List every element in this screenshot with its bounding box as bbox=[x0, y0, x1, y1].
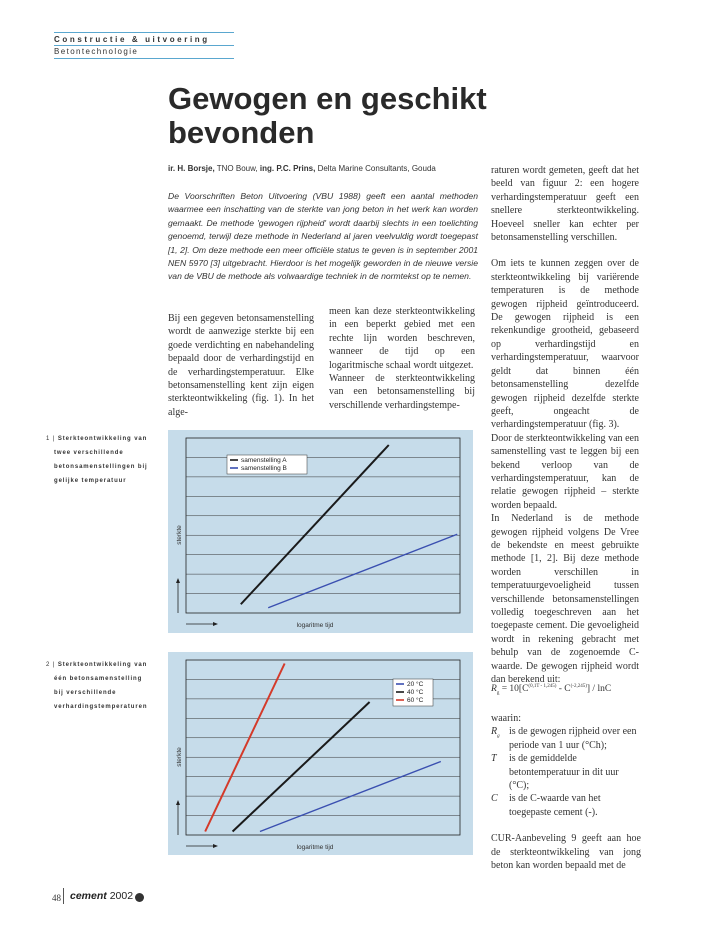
author-1: ir. H. Borsje, bbox=[168, 164, 215, 173]
definition-text: is de gemiddelde betontemperatuur in dit uur (°C); bbox=[509, 753, 619, 792]
title-line-1: Gewogen en geschikt bbox=[168, 81, 487, 116]
affiliation-2: Delta Marine Consultants, Gouda bbox=[317, 164, 436, 173]
definition-c bbox=[491, 792, 641, 819]
title-line-2: bevonden bbox=[168, 115, 315, 150]
figure2-series-line bbox=[260, 762, 441, 832]
def-subscript: g bbox=[497, 734, 500, 740]
paragraph: Bij een gegeven betonsamenstelling wordt de aanwezige sterkte bij een goede verdichting en nabehandeling bepaald door de verhardingstijd en de verhardingstemperatuur. Elke betonsamenstelling kent zijn eigen sterkteontwikkeling (fig. 1). In het alge- bbox=[168, 313, 314, 418]
paragraph: Wanneer de sterkteontwikkeling van een betonsamenstelling bij verschillende verhardingstempe- bbox=[329, 373, 475, 411]
figure2-series-line bbox=[205, 664, 284, 832]
article-title bbox=[168, 82, 528, 150]
figure2-number: 2 | bbox=[46, 662, 56, 668]
formula-subscript: g bbox=[496, 691, 500, 697]
def-symbol: C bbox=[491, 793, 498, 805]
figure1-legend-label: samenstelling A bbox=[241, 457, 287, 464]
formula-part: ] / lnC bbox=[586, 684, 612, 695]
figure2-caption bbox=[46, 658, 154, 714]
figure1-caption bbox=[46, 432, 154, 488]
formula-exponent: (-2,245) bbox=[570, 684, 587, 689]
definition-rg bbox=[491, 725, 641, 752]
def-symbol: T bbox=[491, 753, 497, 765]
definition-text: is de C-waarde van het toegepaste cement (-). bbox=[509, 793, 601, 818]
figure1-y-label: sterkte bbox=[176, 525, 183, 545]
author-2: ing. P.C. Prins, bbox=[259, 164, 316, 173]
definitions-intro: waarin: bbox=[491, 713, 521, 724]
figure2-caption-text: Sterkteontwikkeling van één betonsamenstelling bij verschillende verhardingstemperaturen bbox=[54, 662, 148, 710]
maturity-formula bbox=[491, 684, 611, 696]
header-rule-top bbox=[54, 32, 234, 33]
paragraph: raturen wordt gemeten, geeft dat het beeld van figuur 2: een hogere verhardingstemperatuur geeft een snellere sterkteontwikkeling. Hoeveel sneller kan echter per betonsamenstelling verschillen. bbox=[491, 165, 639, 244]
paragraph: Om iets te kunnen zeggen over de sterkteontwikkeling bij variërende temperaturen is de methode gewogen rijpheid geïntroduceerd. De gewogen rijpheid is een rekenkundige grootheid, gebaseerd op verhardingstijd en verhardingstemperatuur, waarvoor geldt dat binnen één betonsamenstelling dezelfde gewogen rijpheid dezelfde sterkte geeft, ongeacht de verhardingstemperatuur (fig. 3). bbox=[491, 258, 639, 431]
body-column-3 bbox=[491, 164, 639, 686]
header-rule-bottom bbox=[54, 58, 234, 59]
figure2-chart bbox=[168, 652, 473, 855]
paragraph: meen kan deze sterkteontwikkeling in een beperkt gebied met een rechte lijn worden beschreven, wanneer de tijd op een logaritmische schaal wordt uitgezet. bbox=[329, 306, 475, 371]
section-label: Constructie & uitvoering bbox=[54, 35, 210, 44]
figure2-legend-label: 20 °C bbox=[407, 681, 424, 688]
figure1-x-arrowhead bbox=[213, 622, 218, 626]
header-rule-middle bbox=[54, 45, 234, 46]
body-column-2 bbox=[329, 305, 475, 412]
affiliation-1: TNO Bouw, bbox=[216, 164, 258, 173]
magazine-name: cement bbox=[70, 890, 107, 902]
formula-part: = 10[C bbox=[499, 684, 529, 695]
def-symbol: R bbox=[491, 726, 498, 738]
figure1-x-label: logaritme tijd bbox=[296, 622, 334, 629]
definition-t bbox=[491, 752, 641, 792]
definition-text: is de gewogen rijpheid over een periode van 1 uur (°Ch); bbox=[509, 726, 637, 751]
figure2-x-label: logaritme tijd bbox=[296, 844, 334, 851]
figure2-y-label: sterkte bbox=[176, 747, 183, 767]
formula-part: - C bbox=[556, 684, 571, 695]
formula-exponent: (0,1T - 1,245) bbox=[528, 684, 557, 689]
paragraph: Door de sterkteontwikkeling van een samenstelling vast te leggen bij een bekend verloop van de verhardingstemperatuur, kan de relatie gewogen rijpheid – sterkte worden bepaald. bbox=[491, 432, 639, 511]
figure1-caption-text: Sterkteontwikkeling van twee verschillende betonsamenstellingen bij gelijke temperatuur bbox=[54, 436, 148, 484]
figure2-y-arrowhead bbox=[176, 800, 180, 805]
paragraph: CUR-Aanbeveling 9 geeft aan hoe de sterkteontwikkeling van jong beton kan worden bepaald met de bbox=[491, 833, 641, 872]
formula-symbol: R bbox=[491, 684, 497, 695]
formula-definitions bbox=[491, 712, 641, 872]
figure2-x-arrowhead bbox=[213, 844, 218, 848]
figure1-number: 1 | bbox=[46, 436, 56, 442]
figure1-chart bbox=[168, 430, 473, 633]
article-lead: De Voorschriften Beton Uitvoering (VBU 1988) geeft een aantal methoden waarmee een inschatting van de sterkte van jong beton in het werk kan worden gemaakt. De methode 'gewogen rijpheid' wordt daarbij slechts in een toelichting genoemd, terwijl deze methode in Nederland al jaren veelvuldig wordt toegepast [1, 2]. Om deze methode een meer officiële status te geven is in september 2001 NEN 5970 [3] uitgebracht. Hierdoor is het mogelijk geworden in de nieuwe versie van de VBU de methode als volwaardige techniek in de normtekst op te nemen. bbox=[168, 191, 478, 282]
figure1-y-arrowhead bbox=[176, 578, 180, 583]
footer-divider bbox=[63, 888, 64, 904]
figure1-svg bbox=[168, 430, 473, 633]
figure2-svg bbox=[168, 652, 473, 855]
figure2-series-line bbox=[233, 702, 370, 832]
figure2-legend-label: 40 °C bbox=[407, 689, 424, 696]
page-number: 48 bbox=[52, 893, 61, 903]
paragraph: In Nederland is de methode gewogen rijpheid volgens De Vree de bekendste en meest gebruikte methode [1, 2]. Bij deze methode worden verschillen in temperatuurgevoeligheid tussen verschillende betonsamenstellingen volledig toegeschreven aan het toegepaste cement. Die gevoeligheid wordt in rekening gebracht met behulp van de zogenoemde C-waarde. De gewogen rijpheid wordt dan berekend uit: bbox=[491, 513, 639, 686]
figure1-legend-label: samenstelling B bbox=[241, 465, 287, 472]
magazine-brand bbox=[70, 890, 133, 902]
magazine-year: 2002 bbox=[109, 890, 134, 902]
issue-icon bbox=[135, 893, 144, 902]
body-column-1 bbox=[168, 312, 314, 419]
author-line bbox=[168, 164, 488, 173]
figure2-legend-label: 60 °C bbox=[407, 697, 424, 704]
subsection-label: Betontechnologie bbox=[54, 47, 139, 56]
